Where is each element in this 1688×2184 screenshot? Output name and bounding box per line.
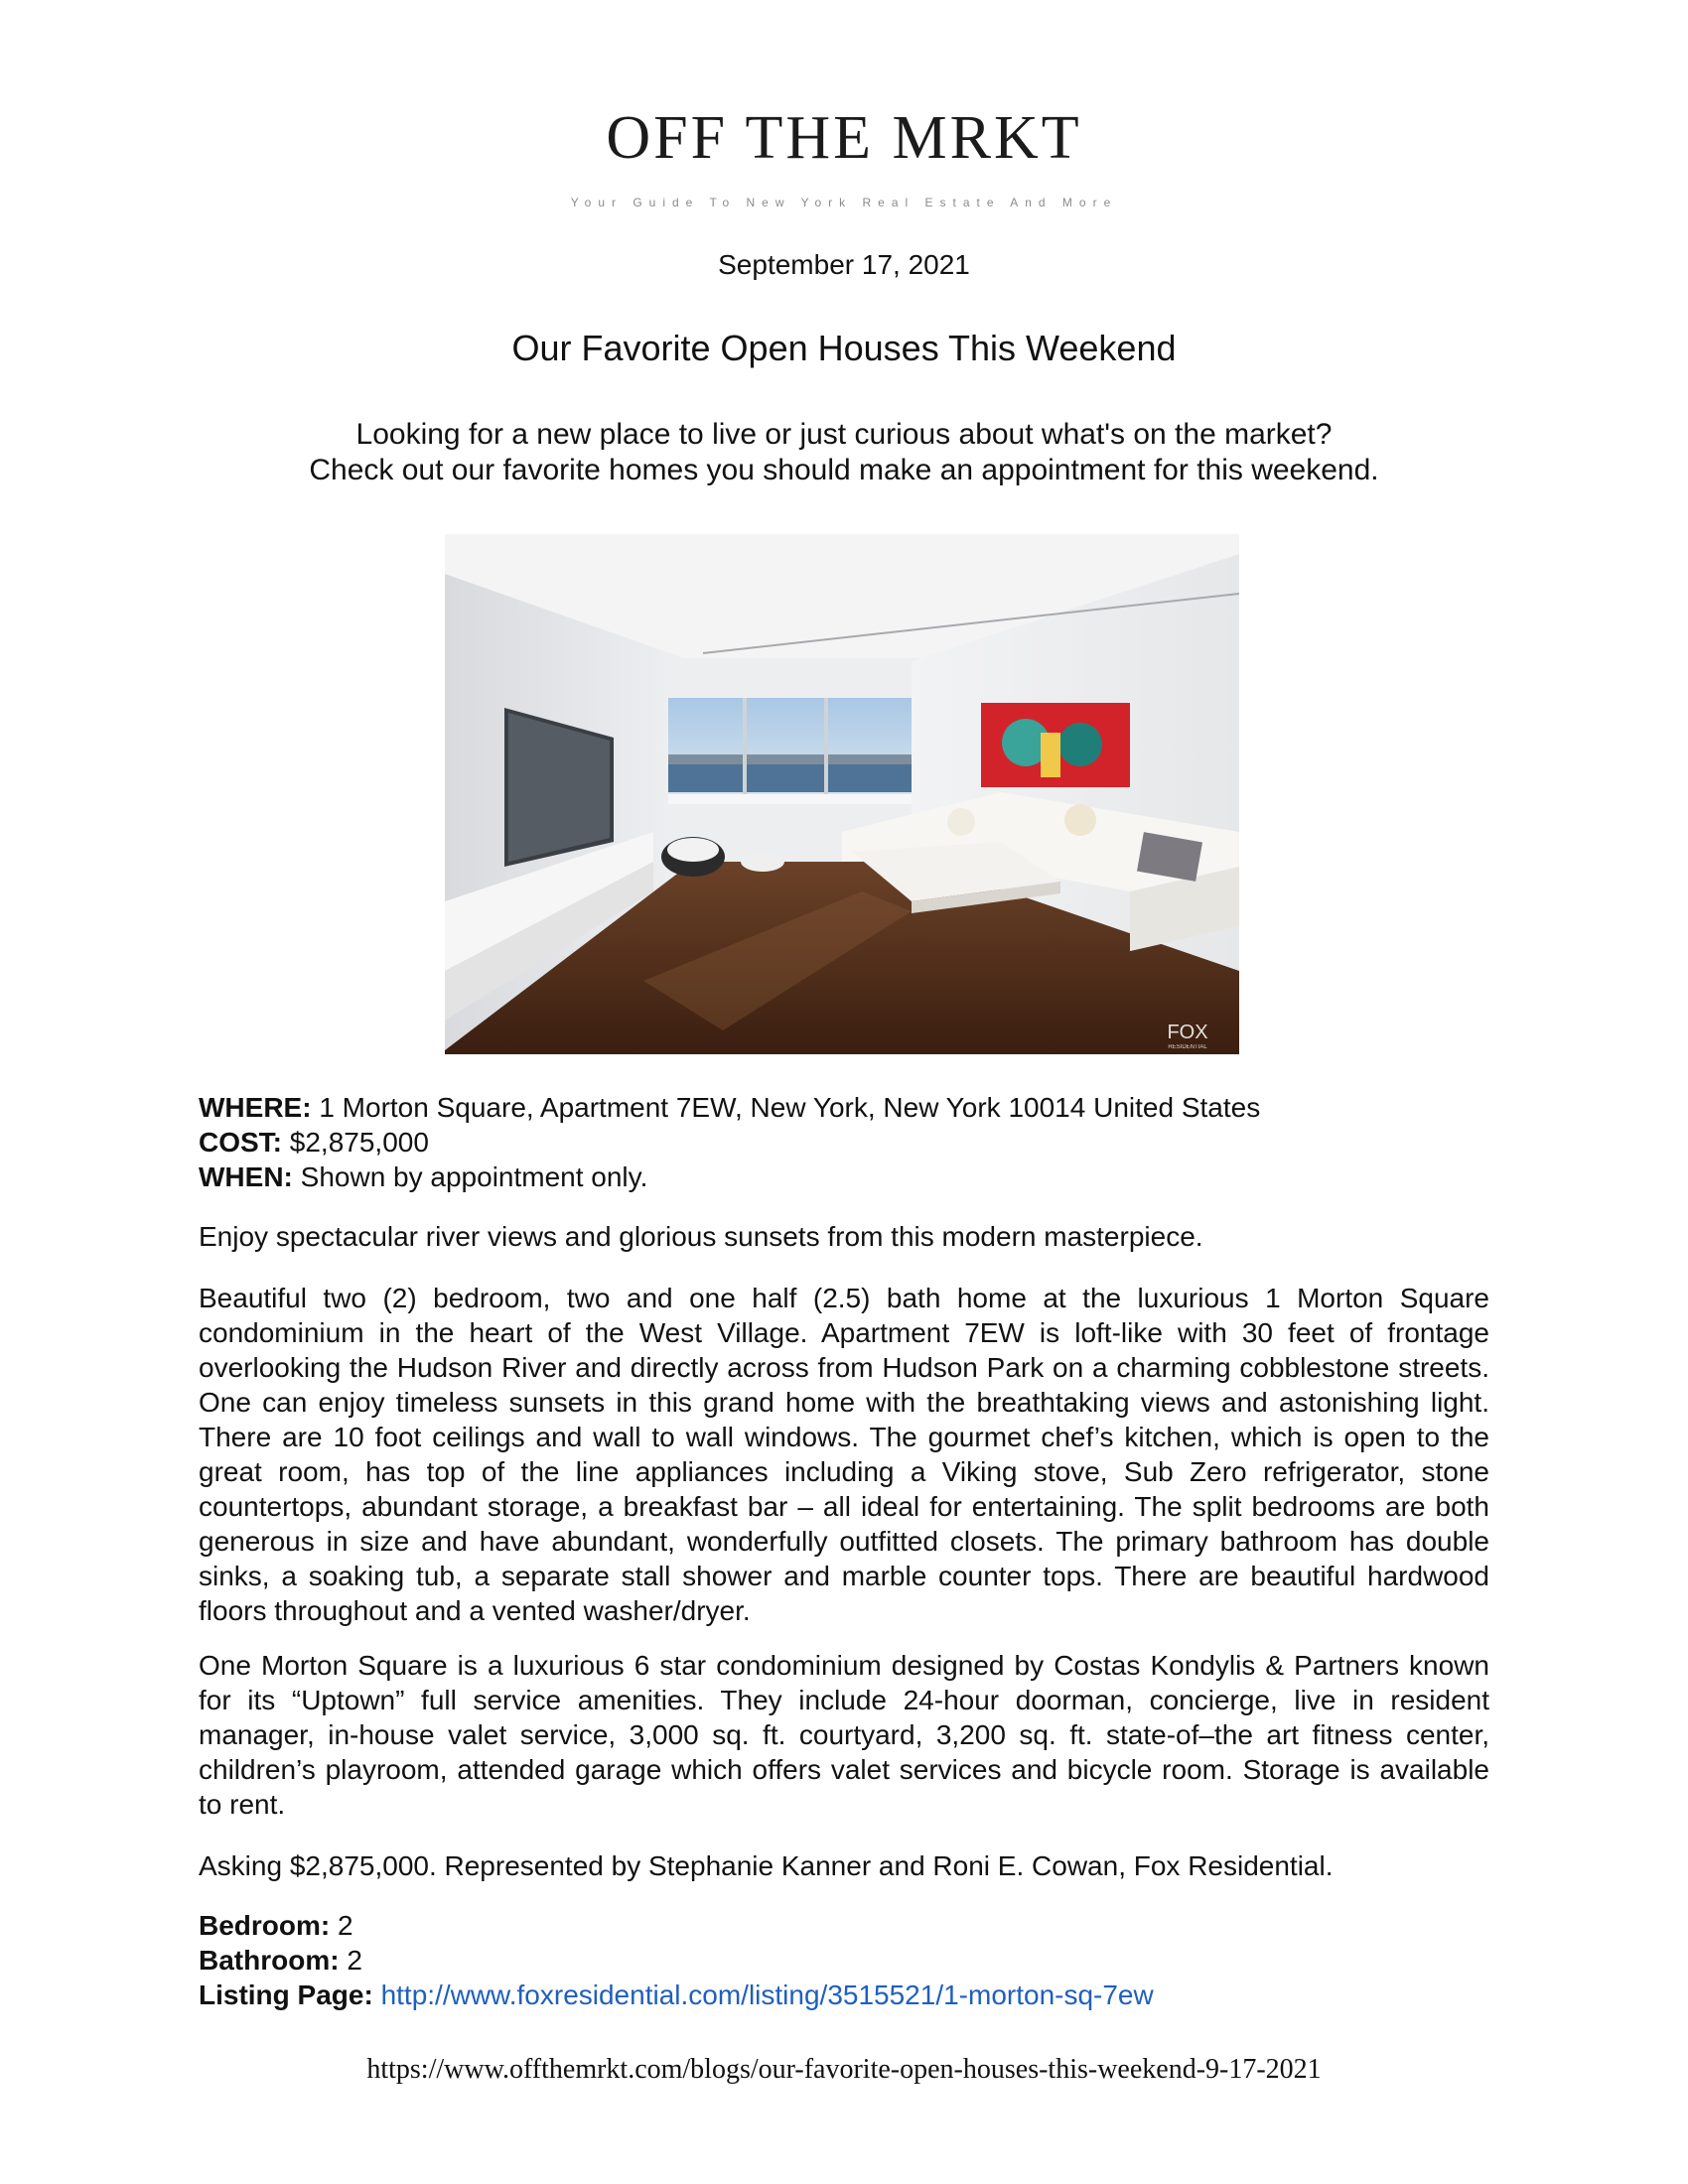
- cost-label: COST:: [199, 1127, 282, 1158]
- bathroom-row: [199, 1943, 1489, 1978]
- fox-watermark: FOX: [1167, 1022, 1208, 1043]
- when-value: Shown by appointment only.: [300, 1161, 648, 1192]
- listing-page-link[interactable]: http://www.foxresidential.com/listing/3515521/1-morton-sq-7ew: [380, 1979, 1154, 2010]
- listing-page-label: Listing Page:: [199, 1979, 373, 2010]
- bedroom-value: 2: [338, 1910, 353, 1941]
- body-paragraph-3: One Morton Square is a luxurious 6 star condominium designed by Costas Kondylis & Partners known for its “Uptown” full service amenities. They include 24-hour doorman, concierge, live in resident manager, in-house valet service, 3,000 sq. ft. courtyard, 3,200 sq. ft. state-of–the art fitness center, children’s playroom, attended garage which offers valet services and bicycle room. Storage is available to rent.: [199, 1650, 1489, 1820]
- article-date: September 17, 2021: [718, 249, 970, 280]
- site-tagline: Your Guide To New York Real Estate And More: [570, 196, 1118, 209]
- bedroom-label: Bedroom:: [199, 1910, 331, 1941]
- site-logo: OFF THE MRKT: [606, 104, 1082, 172]
- bathroom-value: 2: [347, 1945, 362, 1976]
- fox-watermark-sub: RESIDENTIAL: [1168, 1044, 1207, 1050]
- cost-row: [199, 1125, 1489, 1160]
- listing-details: [199, 1090, 1489, 1194]
- bedroom-row: [199, 1908, 1489, 1943]
- where-row: [199, 1090, 1489, 1125]
- where-label: WHERE:: [199, 1092, 312, 1123]
- when-label: WHEN:: [199, 1161, 293, 1192]
- listing-photo: [445, 534, 1239, 1054]
- where-value: 1 Morton Square, Apartment 7EW, New York, New York 10014 United States: [319, 1092, 1261, 1123]
- intro-line-2: Check out our favorite homes you should make an appointment for this weekend.: [309, 454, 1379, 486]
- body-paragraph-4: Asking $2,875,000. Represented by Stephanie Kanner and Roni E. Cowan, Fox Residential.: [199, 1850, 1334, 1881]
- intro-line-1: Looking for a new place to live or just curious about what's on the market?: [355, 418, 1333, 451]
- living-room-photo-illustration: [445, 534, 1239, 1054]
- article-headline: Our Favorite Open Houses This Weekend: [511, 328, 1177, 368]
- source-url-footer: https://www.offthemrkt.com/blogs/our-favorite-open-houses-this-weekend-9-17-2021: [366, 2054, 1322, 2085]
- body-paragraph-2: Beautiful two (2) bedroom, two and one half (2.5) bath home at the luxurious 1 Morton Square condominium in the heart of the West Village. Apartment 7EW is loft-like with 30 feet of frontage overlooking the Hudson River and directly across from Hudson Park on a charming cobblestone streets. One can enjoy timeless sunsets in this grand home with the breathtaking views and astonishing light. There are 10 foot ceilings and wall to wall windows. The gourmet chef’s kitchen, which is open to the great room, has top of the line appliances including a Viking stove, Sub Zero refrigerator, stone countertops, abundant storage, a breakfast bar – all ideal for entertaining. The split bedrooms are both generous in size and have abundant, wonderfully outfitted closets. The primary bathroom has double sinks, a soaking tub, a separate stall shower and marble counter tops. There are beautiful hardwood floors throughout and a vented washer/dryer.: [199, 1283, 1489, 1626]
- article-intro: [0, 417, 1688, 488]
- listing-page-row: [199, 1978, 1489, 2012]
- bathroom-label: Bathroom:: [199, 1945, 340, 1976]
- when-row: [199, 1160, 1489, 1194]
- body-paragraph-1: Enjoy spectacular river views and glorious sunsets from this modern masterpiece.: [199, 1221, 1203, 1252]
- cost-value: $2,875,000: [289, 1127, 429, 1158]
- listing-specs: [199, 1908, 1489, 2012]
